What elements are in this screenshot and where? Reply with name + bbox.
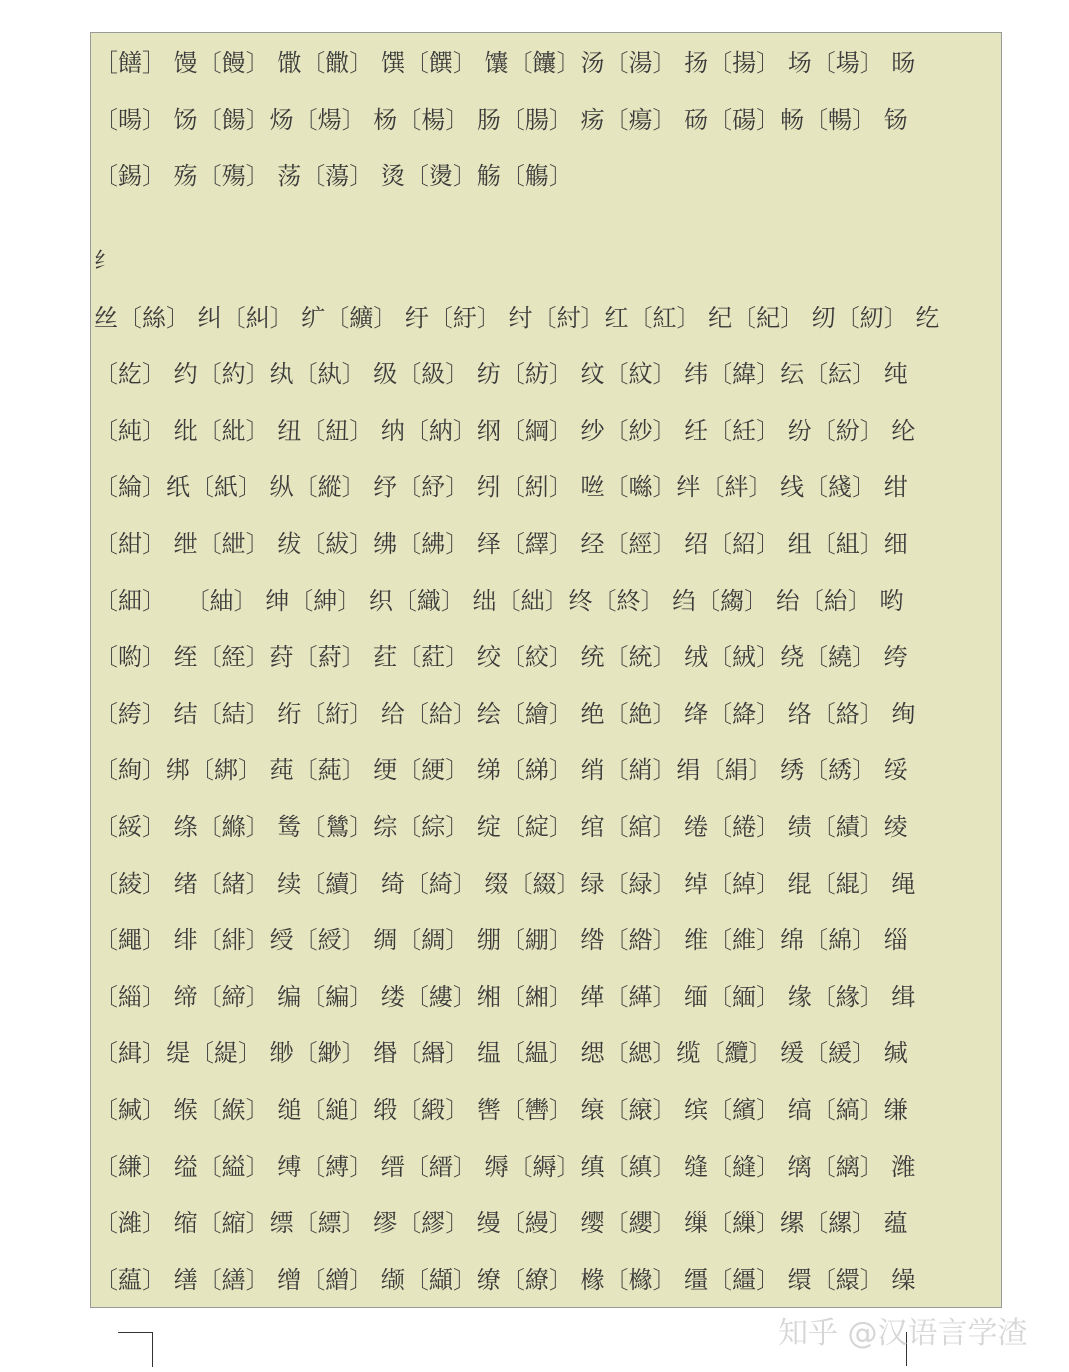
section-heading: 纟 — [94, 249, 117, 274]
text-line: 〔紇〕 约〔約〕纨〔紈〕 级〔級〕 纺〔紡〕 纹〔紋〕 纬〔緯〕纭〔紜〕 纯 — [94, 360, 908, 388]
text-line: 〔暘〕 饧〔餳〕炀〔煬〕 杨〔楊〕 肠〔腸〕 疡〔瘍〕 砀〔碭〕畅〔暢〕 钖 — [94, 106, 908, 134]
text-line: 〔綾〕 绪〔緒〕 续〔續〕 绮〔綺〕 缀〔綴〕绿〔緑〕 绰〔綽〕 绲〔緄〕 绳 — [94, 870, 916, 898]
text-line: 〔綸〕纸〔紙〕 纵〔縱〕 纾〔紓〕 纼〔紖〕 咝〔噝〕绊〔絆〕 线〔綫〕 绀 — [94, 473, 908, 501]
text-line: 〔錫〕 殇〔殤〕 荡〔蕩〕 烫〔燙〕觞〔觴〕 — [94, 162, 573, 190]
text-line: 〔純〕 纰〔紕〕 纽〔紐〕 纳〔納〕纲〔綱〕 纱〔紗〕 纴〔紝〕 纷〔紛〕 纶 — [94, 417, 916, 445]
text-line: ［饍］ 馒〔饅〕 馓〔饊〕 馔〔饌〕 馕〔饢〕汤〔湯〕 扬〔揚〕 场〔場〕 旸 — [94, 49, 916, 77]
text-line: 〔緘〕 缑〔緱〕 缒〔縋〕缎〔緞〕 辔〔轡〕 缞〔縗〕 缤〔繽〕 缟〔縞〕缣 — [94, 1096, 908, 1124]
text-line: 〔細〕 〔紬〕 绅〔紳〕 织〔織〕 绌〔絀〕终〔終〕 绉〔縐〕 绐〔紿〕 哟 — [94, 587, 904, 615]
text-line: 〔繩〕 绯〔緋〕绶〔綬〕 绸〔綢〕 绷〔綳〕 绺〔綹〕 维〔維〕绵〔綿〕 缁 — [94, 926, 908, 954]
text-line: 〔喲〕 绖〔絰〕荮〔葤〕 荭〔葒〕 绞〔絞〕 统〔統〕 绒〔絨〕绕〔繞〕 绔 — [94, 643, 908, 671]
text-line: 〔紺〕 绁〔紲〕 绂〔紱〕绋〔紼〕 绎〔繹〕 经〔經〕 绍〔紹〕 组〔組〕细 — [94, 530, 908, 558]
text-line: 〔綏〕 绦〔縧〕 鸶〔鷥〕综〔綜〕 绽〔綻〕 绾〔綰〕 绻〔綣〕 绩〔績〕绫 — [94, 813, 908, 841]
text-line: 〔濰〕 缩〔縮〕缥〔縹〕 缪〔繆〕 缦〔縵〕 缨〔纓〕 缫〔繅〕缧〔縲〕 蕴 — [94, 1209, 908, 1237]
text-line: 〔絢〕绑〔綁〕 莼〔蒓〕 绠〔綆〕 绨〔綈〕 绡〔綃〕绢〔絹〕 绣〔綉〕 绥 — [94, 756, 908, 784]
text-line: 〔縑〕 缢〔縊〕 缚〔縛〕 缙〔縉〕 缛〔縟〕缜〔縝〕 缝〔縫〕 缡〔縭〕 潍 — [94, 1153, 916, 1181]
document-page — [90, 32, 1002, 1308]
text-line: 〔緇〕 缔〔締〕 编〔編〕 缕〔縷〕缃〔緗〕 缂〔緙〕 缅〔緬〕 缘〔緣〕 缉 — [94, 983, 916, 1011]
crop-mark-left — [118, 1332, 153, 1367]
text-line: 丝〔絲〕 纠〔糾〕 纩〔纊〕 纡〔紆〕 纣〔紂〕红〔紅〕 纪〔紀〕 纫〔紉〕 纥 — [94, 304, 940, 332]
text-line: 〔絝〕 结〔結〕 绗〔絎〕 给〔給〕绘〔繪〕 绝〔絶〕 绛〔絳〕 络〔絡〕 绚 — [94, 700, 916, 728]
text-line: 〔緝〕缇〔緹〕 缈〔緲〕 缗〔緡〕 缊〔緼〕 缌〔緦〕缆〔纜〕 缓〔緩〕 缄 — [94, 1039, 908, 1067]
text-line: 〔藴〕 缮〔繕〕 缯〔繒〕 缬〔纈〕缭〔繚〕 橼〔櫞〕 缰〔繮〕 缳〔繯〕 缲 — [94, 1266, 916, 1294]
watermark: 知乎 @汉语言学渣 — [778, 1316, 1028, 1351]
